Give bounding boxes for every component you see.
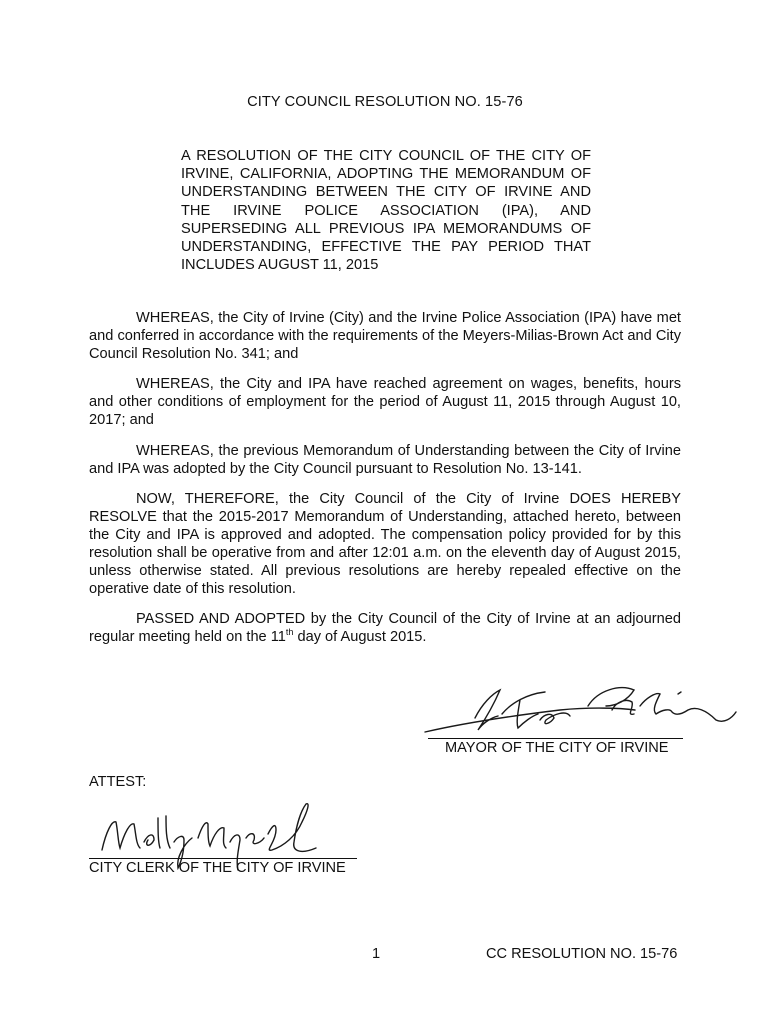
whereas-paragraph-3: WHEREAS, the previous Memorandum of Understanding between the City of Irvine and IPA was adopted by the City Council pursuant to Resolution No. 13-141. xyxy=(89,442,681,477)
passed-text: PASSED AND ADOPTED by the City Council of the City of Irvine at an adjourned regular meeting held on the 11 xyxy=(89,611,681,646)
clerk-signature xyxy=(88,798,328,898)
mayor-caption: MAYOR OF THE CITY OF IRVINE xyxy=(445,740,669,756)
whereas-paragraph-2: WHEREAS, the City and IPA have reached agreement on wages, benefits, hours and other conditions of employment for the period of August 11, 2015 through August 10, 2017; and xyxy=(89,376,681,429)
resolve-paragraph: NOW, THEREFORE, the City Council of the City of Irvine DOES HEREBY RESOLVE that the 2015-2017 Memorandum of Understanding, attached hereto, between the City and IPA is approved and adopted. The compensation policy provided for by this resolution shall be operative from and after 12:01 a.m. on the eleventh day of August 2015, unless otherwise stated. All previous resolutions are hereby repealed effective on the operative date of this resolution. xyxy=(89,490,681,598)
mayor-signature xyxy=(420,680,760,742)
passed-date-text: day of August 2015. xyxy=(293,629,427,646)
resolution-title: CITY COUNCIL RESOLUTION NO. 15-76 xyxy=(247,94,523,110)
clerk-caption: CITY CLERK OF THE CITY OF IRVINE xyxy=(89,860,346,876)
resolution-body xyxy=(89,309,681,659)
passed-adopted-paragraph xyxy=(89,610,681,646)
whereas-paragraph-1: WHEREAS, the City of Irvine (City) and the Irvine Police Association (IPA) have met and conferred in accordance with the requirements of the Meyers-Milias-Brown Act and City Council Resolution No. 341; and xyxy=(89,310,681,363)
resolution-subject: A RESOLUTION OF THE CITY COUNCIL OF THE CITY OF IRVINE, CALIFORNIA, ADOPTING THE MEMORANDUM OF UNDERSTANDING BETWEEN THE CITY OF IRVINE AND THE IRVINE POLICE ASSOCIATION (IPA), AND SUPERSEDING ALL PREVIOUS IPA MEMORANDUMS OF UNDERSTANDING, EFFECTIVE THE PAY PERIOD THAT INCLUDES AUGUST 11, 2015 xyxy=(181,148,591,274)
page-number: 1 xyxy=(372,946,381,962)
footer-reference: CC RESOLUTION NO. 15-76 xyxy=(486,946,678,962)
ordinal-suffix: th xyxy=(285,627,294,638)
attest-label: ATTEST: xyxy=(89,774,147,790)
